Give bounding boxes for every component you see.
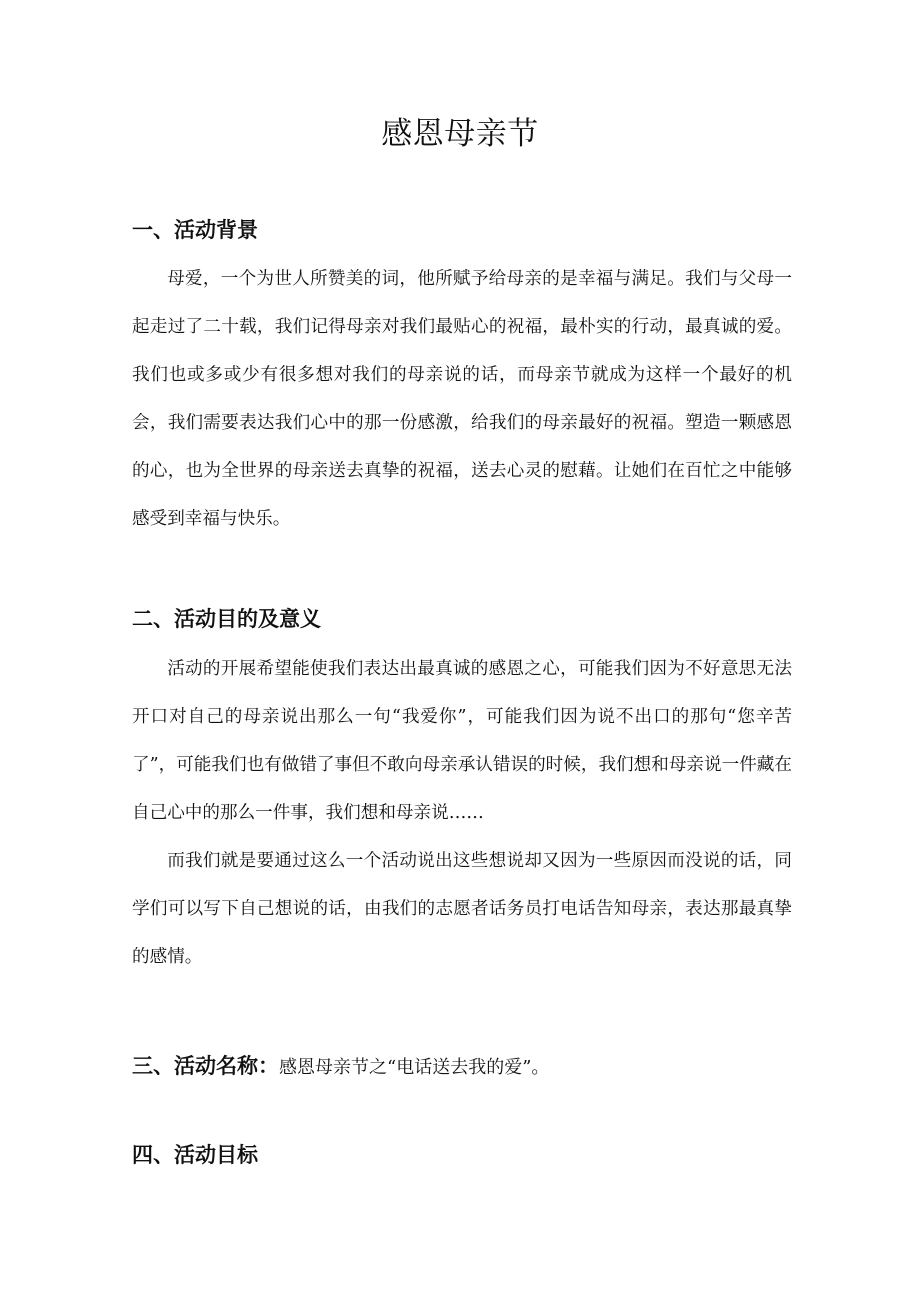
background-paragraph: 母爱，一个为世人所赞美的词，他所赋予给母亲的是幸福与满足。我们与父母一起走过了二十载，我们记得母亲对我们最贴心的祝福，最朴实的行动，最真诚的爱。我们也或多或少有很多想对我们的母亲说的话，而母亲节就成为这样一个最好的机会，我们需要表达我们心中的那一份感激，给我们的母亲最好的祝福。塑造一颗感恩的心，也为全世界的母亲送去真挚的祝福，送去心灵的慰藉。让她们在百忙之中能够感受到幸福与快乐。 [132, 269, 792, 529]
section-heading-purpose: 二、活动目的及意义 [132, 607, 321, 631]
section-heading-name-label: 三、活动名称： [132, 1054, 279, 1078]
document-title: 感恩母亲节 [381, 116, 539, 152]
purpose-paragraph-2: 而我们就是要通过这么一个活动说出这些想说却又因为一些原因而没说的话，同学们可以写下自己想说的话，由我们的志愿者话务员打电话告知母亲，表达那最真挚的感情。 [132, 851, 792, 967]
purpose-paragraph-1: 活动的开展希望能使我们表达出最真诚的感恩之心，可能我们因为不好意思无法开口对自己的母亲说出那么一句“我爱你”，可能我们因为说不出口的那句“您辛苦了”，可能我们也有做错了事但不敢向母亲承认错误的时候，我们想和母亲说一件藏在自己心中的那么一件事，我们想和母亲说…… [132, 659, 792, 823]
section-heading-name [132, 1051, 549, 1083]
activity-name-text: 感恩母亲节之“电话送去我的爱”。 [279, 1057, 550, 1078]
section-heading-background: 一、活动背景 [132, 218, 258, 242]
section-heading-goals: 四、活动目标 [132, 1143, 258, 1167]
